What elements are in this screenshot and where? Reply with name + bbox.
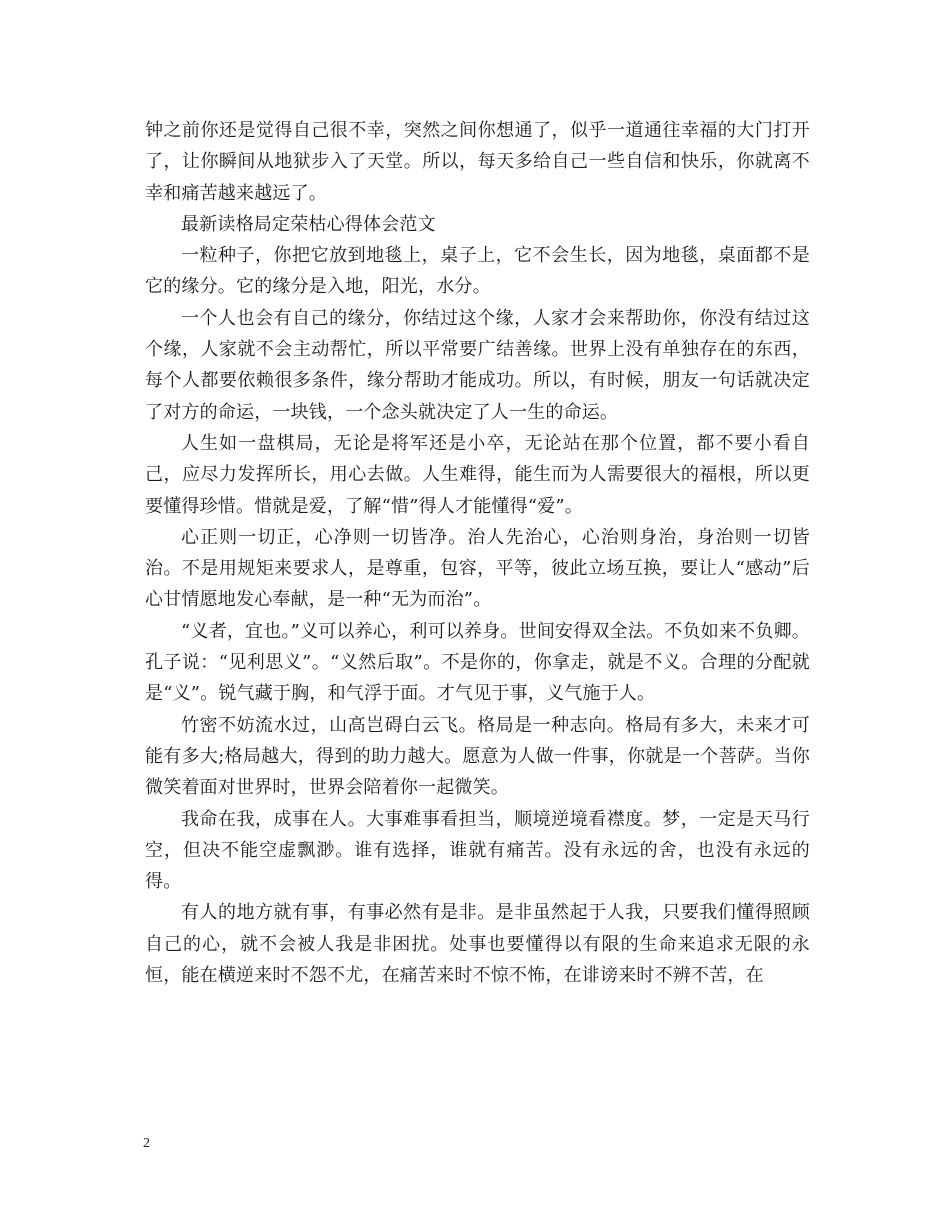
- paragraph-1: 钟之前你还是觉得自己很不幸，突然之间你想通了，似乎一道通往幸福的大门打开了，让你瞬间从地狱步入了天堂。所以，每天多给自己一些自信和快乐，你就离不幸和痛苦越来越远了。: [145, 120, 810, 204]
- document-body: [145, 115, 810, 991]
- paragraph-5: 人生如一盘棋局，无论是将军还是小卒，无论站在那个位置，都不要小看自己，应尽力发挥所长，用心去做。人生难得，能生而为人需要很大的福根，所以更要懂得珍惜。惜就是爱，了解“惜”得人才能懂得“爱”。: [145, 432, 810, 517]
- paragraph-4: 一个人也会有自己的缘分，你结过这个缘，人家才会来帮助你，你没有结过这个缘，人家就不会主动帮忙，所以平常要广结善缘。世界上没有单独存在的东西，每个人都要依赖很多条件，缘分帮助才能成功。所以，有时候，朋友一句话就决定了对方的命运，一块钱，一个念头就决定了人一生的命运。: [145, 307, 810, 423]
- paragraph-7: “义者，宜也。”义可以养心，利可以养身。世间安得双全法。不负如来不负卿。孔子说：“见利思义”。“义然后取”。不是你的，你拿走，就是不义。合理的分配就是“义”。锐气藏于胸，和气浮于面。才气见于事，义气施于人。: [145, 620, 810, 705]
- paragraph-6: 心正则一切正，心净则一切皆净。治人先治心，心治则身治，身治则一切皆治。不是用规矩来要求人，是尊重，包容，平等，彼此立场互换，要让人“感动”后心甘情愿地发心奉献，是一种“无为而治”。: [145, 526, 810, 611]
- paragraph-8: 竹密不妨流水过，山高岂碍白云飞。格局是一种志向。格局有多大，未来才可能有多大;格局越大，得到的助力越大。愿意为人做一件事，你就是一个菩萨。当你微笑着面对世界时，世界会陪着你一起微笑。: [145, 714, 810, 799]
- page-number: 2: [143, 1136, 150, 1151]
- article-title: 最新读格局定荣枯心得体会范文: [181, 213, 436, 235]
- paragraph-9: 我命在我，成事在人。大事难事看担当，顺境逆境看襟度。梦，一定是天马行空，但决不能空虚飘渺。谁有选择，谁就有痛苦。没有永远的舍，也没有永远的得。: [145, 808, 810, 893]
- paragraph-10: 有人的地方就有事，有事必然有是非。是非虽然起于人我，只要我们懂得照顾自己的心，就不会被人我是非困扰。处事也要懂得以有限的生命来追求无限的永恒，能在横逆来时不怨不尤，在痛苦来时不惊不怖，在诽谤来时不辨不苦，在: [145, 902, 810, 987]
- paragraph-3: 一粒种子，你把它放到地毯上，桌子上，它不会生长，因为地毯，桌面都不是它的缘分。它的缘分是入地，阳光，水分。: [145, 245, 810, 298]
